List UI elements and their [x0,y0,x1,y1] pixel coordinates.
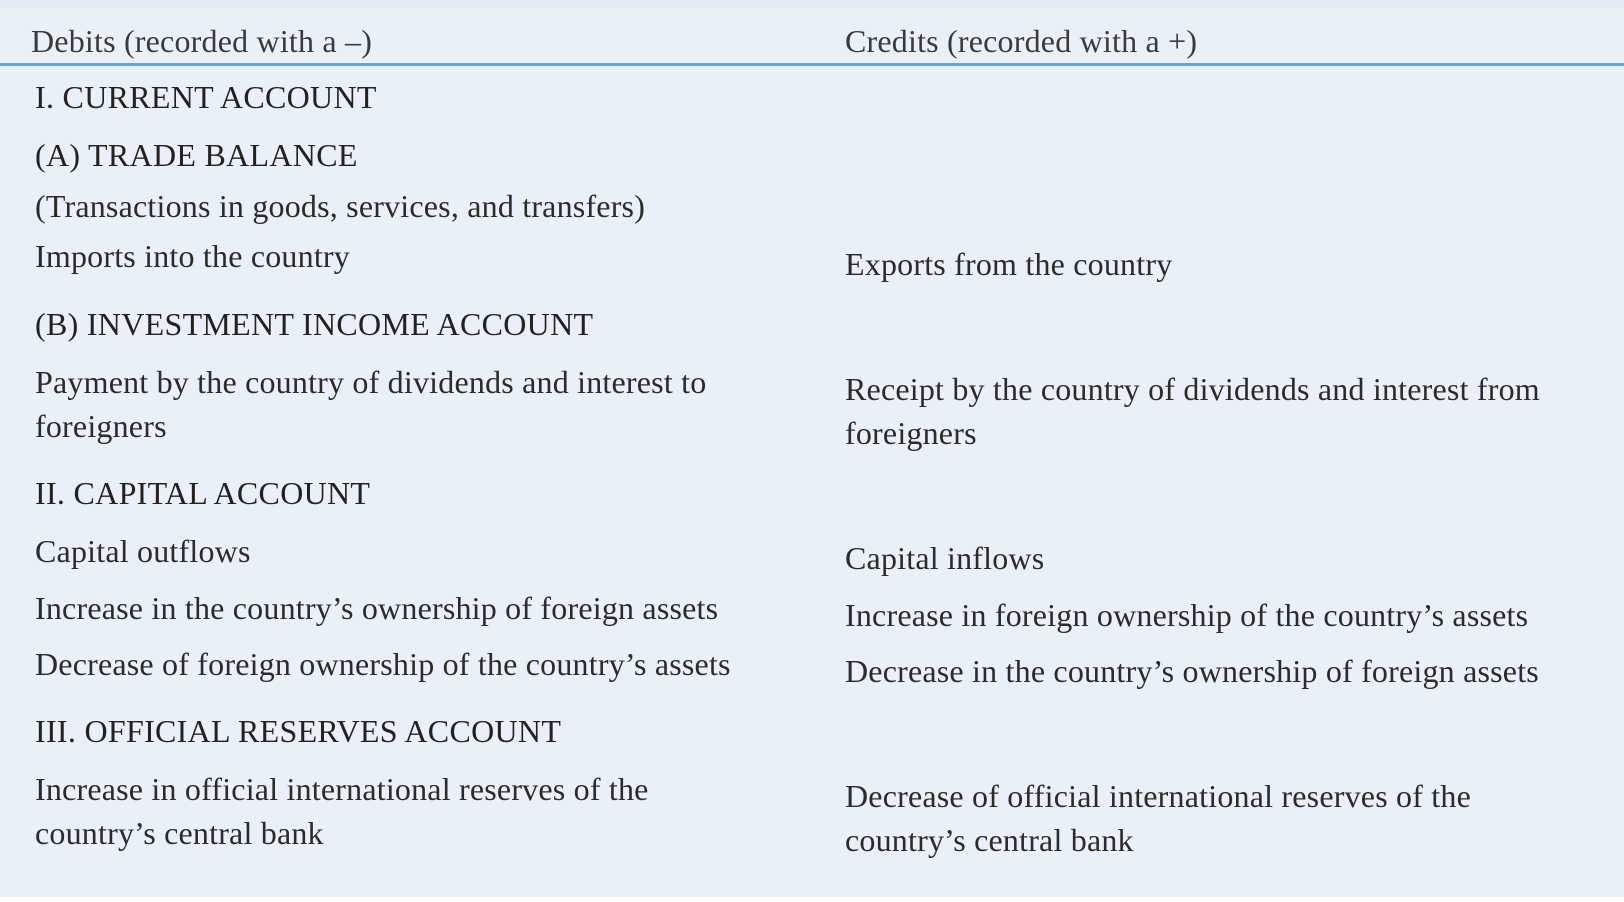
table-header-row [0,8,1624,66]
trade-debit: Imports into the country [35,238,350,274]
reserves-debit-line1: Increase in official international reserves of the [35,771,649,807]
investment-debit-line1: Payment by the country of dividends and interest to [35,364,707,400]
section-current-account: I. CURRENT ACCOUNT [35,79,377,115]
subsection-trade-balance: (A) TRADE BALANCE [35,137,358,173]
capital-debit-row-0: Capital outflows [35,533,251,569]
subsection-investment-income: (B) INVESTMENT INCOME ACCOUNT [35,306,594,342]
investment-credit-line2: foreigners [845,415,977,451]
reserves-credit-line2: country’s central bank [845,822,1134,858]
capital-credit-row-1: Increase in foreign ownership of the country’s assets [845,597,1529,633]
capital-credit-row-2: Decrease in the country’s ownership of foreign assets [845,653,1539,689]
header-debits: Debits (recorded with a –) [31,23,373,59]
capital-debit-row-2: Decrease of foreign ownership of the country’s assets [35,646,731,682]
trade-balance-subtitle: (Transactions in goods, services, and transfers) [35,188,646,224]
reserves-debit-line2: country’s central bank [35,815,324,851]
header-credits: Credits (recorded with a +) [845,23,1198,59]
capital-debit-row-1: Increase in the country’s ownership of foreign assets [35,590,719,626]
section-capital-account: II. CAPITAL ACCOUNT [35,475,371,511]
investment-debit-line2: foreigners [35,408,167,444]
reserves-credit-line1: Decrease of official international reserves of the [845,778,1471,814]
trade-credit: Exports from the country [845,246,1173,282]
investment-credit-line1: Receipt by the country of dividends and interest from [845,371,1540,407]
section-official-reserves: III. OFFICIAL RESERVES ACCOUNT [35,713,562,749]
capital-credit-row-0: Capital inflows [845,540,1045,576]
